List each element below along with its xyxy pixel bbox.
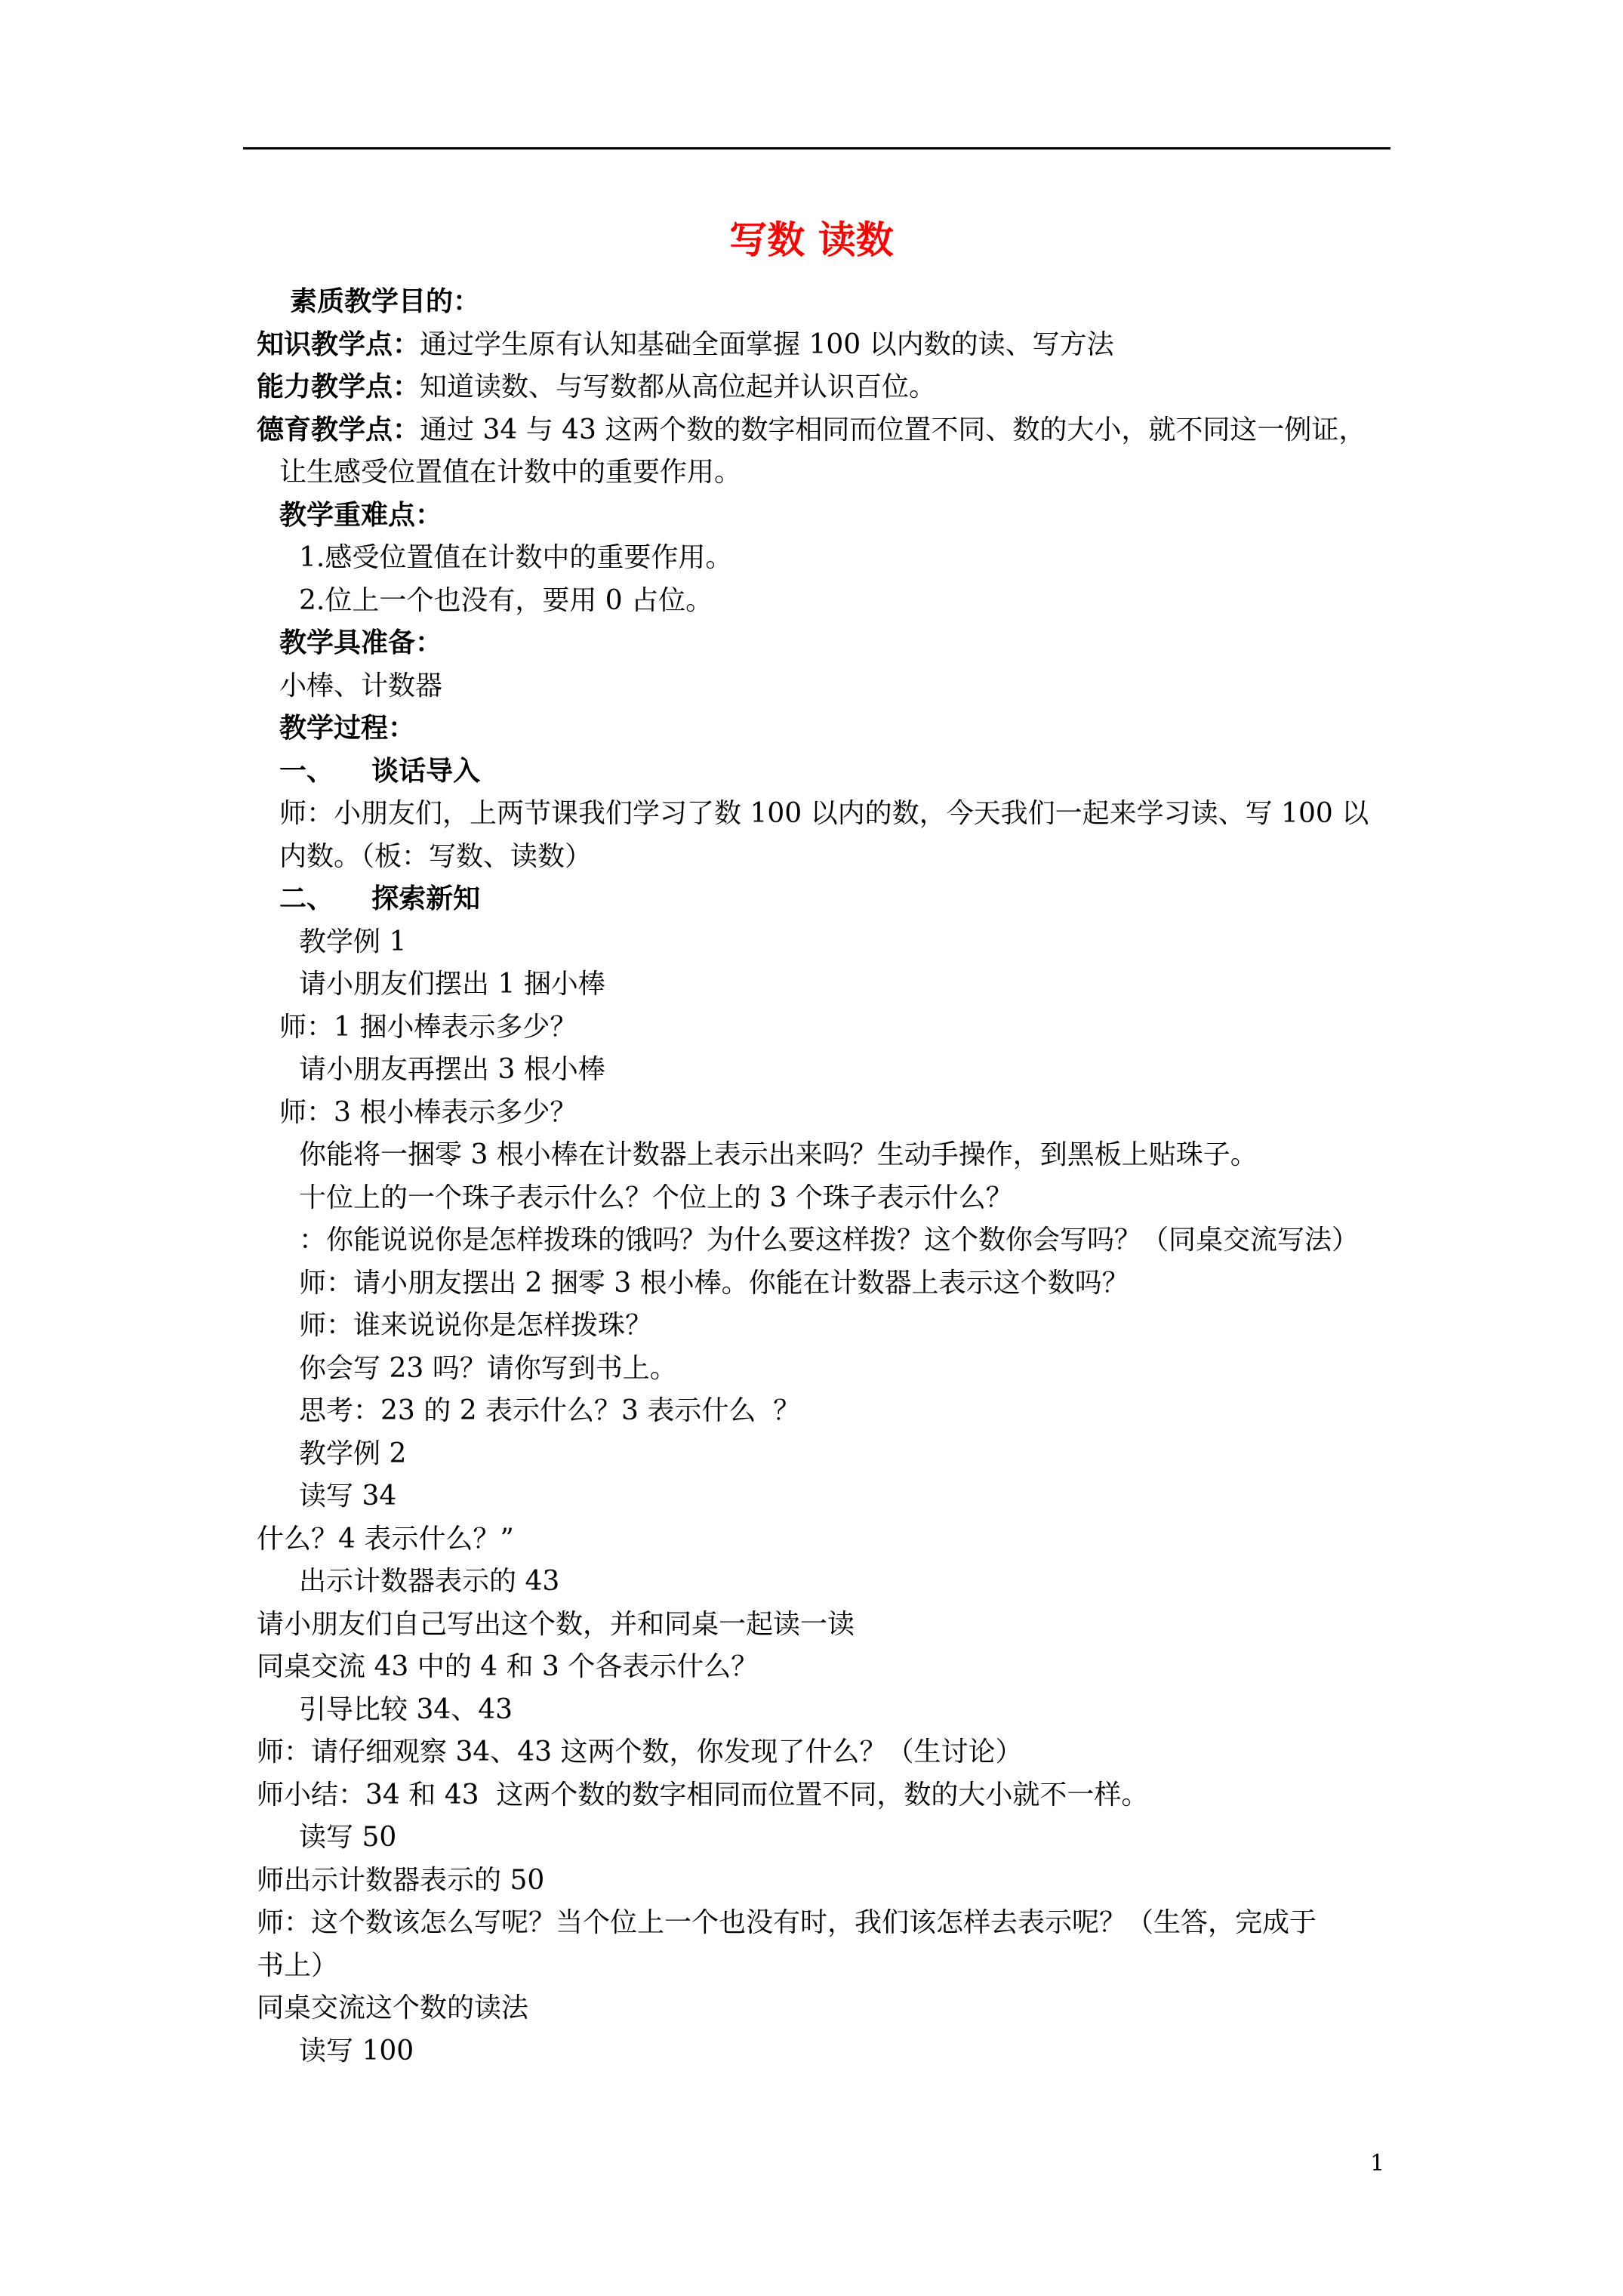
- line-text: 教学过程：: [279, 713, 416, 744]
- line-text: 让生感受位置值在计数中的重要作用。: [279, 457, 742, 488]
- line-text: 书上）: [257, 1949, 339, 1981]
- line-text: 读写 100: [299, 2035, 414, 2066]
- text-line: [257, 1433, 1397, 1476]
- line-text: 引导比较 34、43: [299, 1693, 513, 1725]
- text-line: [257, 580, 1397, 623]
- text-line: [257, 665, 1397, 708]
- line-text: 教学例 2: [299, 1438, 407, 1469]
- text-line: [257, 495, 1397, 538]
- header-rule: [243, 147, 1390, 149]
- text-line: [257, 1177, 1397, 1220]
- text-line: [257, 750, 1397, 794]
- line-text: 师：请小朋友摆出 2 捆零 3 根小棒。你能在计数器上表示这个数吗？: [299, 1267, 1129, 1299]
- line-text: 读写 34: [299, 1481, 397, 1512]
- text-line: [257, 836, 1397, 879]
- line-text: 教学具准备：: [279, 627, 443, 658]
- text-line: [257, 366, 1397, 409]
- text-line: [257, 1774, 1397, 1817]
- line-text: 师：请仔细观察 34、43 这两个数，你发现了什么？（生讨论）: [257, 1737, 1023, 1767]
- line-text: ：你能说说你是怎样拨珠的饿吗？为什么要这样拨？这个数你会写吗？（同桌交流写法）: [299, 1225, 1360, 1256]
- text-line: [257, 1348, 1397, 1391]
- line-label: 知识教学点：: [257, 328, 420, 360]
- line-text: 十位上的一个珠子表示什么？个位上的 3 个珠子表示什么？: [299, 1182, 1013, 1213]
- line-text: 2.位上一个也没有，要用 0 占位。: [299, 584, 713, 616]
- text-line: [257, 451, 1397, 495]
- line-text: 素质教学目的：: [290, 286, 481, 317]
- line-text: 请小朋友们摆出 1 捆小棒: [299, 969, 605, 1000]
- text-line: [257, 1604, 1397, 1647]
- line-text: 1.感受位置值在计数中的重要作用。: [299, 542, 733, 573]
- line-text: 通过 34 与 43 这两个数的数字相同而位置不同、数的大小，就不同这一例证，: [420, 414, 1366, 445]
- text-line: [257, 1305, 1397, 1348]
- line-text: 师：1 捆小棒表示多少？: [279, 1011, 577, 1043]
- text-line: [257, 281, 1397, 324]
- text-line: [257, 878, 1397, 921]
- line-text: 小棒、计数器: [279, 670, 443, 701]
- text-line: [257, 1006, 1397, 1049]
- text-line: [257, 1646, 1397, 1689]
- line-text: 一、 谈话导入: [279, 755, 481, 787]
- line-text: 请小朋友们自己写出这个数，并和同桌一起读一读: [257, 1608, 855, 1640]
- line-text: 请小朋友再摆出 3 根小棒: [299, 1054, 605, 1085]
- text-line: [257, 793, 1397, 836]
- text-line: [257, 921, 1397, 964]
- line-text: 思考：23 的 2 表示什么？3 表示什么 ？: [299, 1395, 801, 1426]
- text-line: [257, 1902, 1397, 1945]
- line-text: 师小结：34 和 43 这两个数的数字相同而位置不同，数的大小就不一样。: [257, 1779, 1149, 1811]
- line-text: 师：这个数该怎么写呢？当个位上一个也没有时，我们该怎样去表示呢？（生答，完成于: [257, 1907, 1317, 1938]
- text-line: [257, 1561, 1397, 1604]
- text-line: [257, 1390, 1397, 1433]
- text-line: [257, 1731, 1397, 1774]
- text-line: [257, 1689, 1397, 1732]
- text-line: [257, 622, 1397, 665]
- text-line: [257, 1860, 1397, 1903]
- text-line: [257, 707, 1397, 750]
- line-text: 读写 50: [299, 1822, 397, 1853]
- text-line: [257, 1518, 1397, 1561]
- line-text: 内数。（板：写数、读数）: [279, 840, 593, 872]
- document-body: [257, 281, 1397, 2073]
- text-line: [257, 963, 1397, 1006]
- text-line: [257, 1049, 1397, 1092]
- page-number: 1: [1370, 2150, 1385, 2177]
- line-text: 通过学生原有认知基础全面掌握 100 以内数的读、写方法: [420, 328, 1114, 360]
- line-text: 出示计数器表示的 43: [299, 1566, 560, 1597]
- line-text: 教学例 1: [299, 926, 407, 957]
- text-line: [257, 1987, 1397, 2030]
- text-line: [257, 1945, 1397, 1988]
- text-line: [257, 1219, 1397, 1262]
- line-text: 什么？4 表示什么？”: [257, 1523, 514, 1555]
- line-text: 教学重难点：: [279, 499, 443, 531]
- text-line: [257, 1817, 1397, 1860]
- line-text: 你会写 23 吗？请你写到书上。: [299, 1352, 677, 1384]
- line-text: 你能将一捆零 3 根小棒在计数器上表示出来吗？生动手操作，到黑板上贴珠子。: [299, 1139, 1258, 1170]
- text-line: [257, 324, 1397, 367]
- text-line: [257, 537, 1397, 580]
- line-label: 能力教学点：: [257, 371, 420, 402]
- line-text: 知道读数、与写数都从高位起并认识百位。: [420, 371, 937, 402]
- line-text: 师：小朋友们，上两节课我们学习了数 100 以内的数，今天我们一起来学习读、写 100 以: [279, 798, 1369, 829]
- text-line: [257, 1092, 1397, 1135]
- line-text: 同桌交流这个数的读法: [257, 1992, 529, 2023]
- text-line: [257, 409, 1397, 452]
- line-text: 师：3 根小棒表示多少？: [279, 1096, 577, 1128]
- line-label: 德育教学点：: [257, 414, 420, 445]
- line-text: 同桌交流 43 中的 4 和 3 个各表示什么？: [257, 1651, 759, 1682]
- text-line: [257, 1262, 1397, 1305]
- line-text: 师：谁来说说你是怎样拨珠？: [299, 1310, 653, 1341]
- line-text: 师出示计数器表示的 50: [257, 1864, 545, 1896]
- document-title: 写数 读数: [729, 218, 894, 262]
- text-line: [257, 1475, 1397, 1518]
- line-text: 二、 探索新知: [279, 883, 481, 914]
- text-line: [257, 2030, 1397, 2073]
- text-line: [257, 1134, 1397, 1177]
